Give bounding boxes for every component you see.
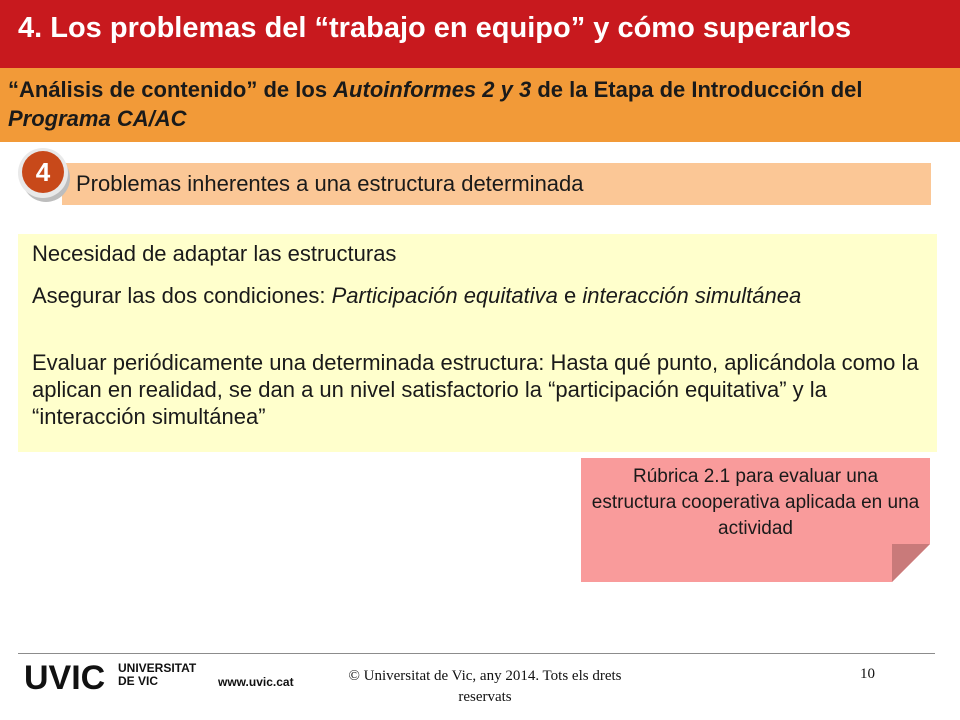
subtitle-part4: Programa CA/AC xyxy=(8,106,187,131)
content-item-2 xyxy=(32,282,922,309)
logo-main-text: UVIC xyxy=(24,659,106,697)
logo-line1: UNIVERSITAT xyxy=(118,661,197,675)
logo-subtext xyxy=(118,662,196,688)
item2-text-a: Asegurar las dos condiciones: xyxy=(32,283,332,308)
rubric-note-text: Rúbrica 2.1 para evaluar una estructura cooperativa aplicada en una actividad xyxy=(591,466,920,539)
content-item-3: Evaluar periódicamente una determinada estructura: Hasta qué punto, aplicándola como la aplican en realidad, se dan a un nivel satisfactorio la “participación equitativa” y la “interacción simultánea” xyxy=(32,350,919,429)
slide-title: 4. Los problemas del “trabajo en equipo” y cómo superarlos xyxy=(18,12,852,44)
note-corner-flap xyxy=(892,544,930,582)
rubric-note xyxy=(581,458,930,582)
subtitle-part3: de la Etapa de Introducción del xyxy=(531,77,863,102)
section-heading-bar xyxy=(62,163,931,205)
footer-url: www.uvic.cat xyxy=(218,675,294,689)
content-box xyxy=(18,234,937,452)
section-heading: Problemas inherentes a una estructura determinada xyxy=(76,171,584,196)
subtitle-part2: Autoinformes 2 y 3 xyxy=(333,77,532,102)
footer-divider xyxy=(18,653,935,654)
slide-subtitle xyxy=(8,75,948,133)
content-item-1: Necesidad de adaptar las estructuras xyxy=(32,241,397,266)
footer-copyright: © Universitat de Vic, any 2014. Tots els drets reservats xyxy=(348,668,622,705)
item2-text-b: e xyxy=(557,283,583,308)
item2-italic-a: Participación equitativa xyxy=(331,283,558,308)
title-bar xyxy=(0,0,960,68)
logo-line2: DE VIC xyxy=(118,674,159,688)
subtitle-bar xyxy=(0,68,960,142)
item2-italic-b: interacción simultánea xyxy=(582,283,802,308)
section-number-badge: 4 xyxy=(22,151,64,193)
page-number: 10 xyxy=(860,666,875,682)
subtitle-part1: “Análisis de contenido” de los xyxy=(8,77,334,102)
